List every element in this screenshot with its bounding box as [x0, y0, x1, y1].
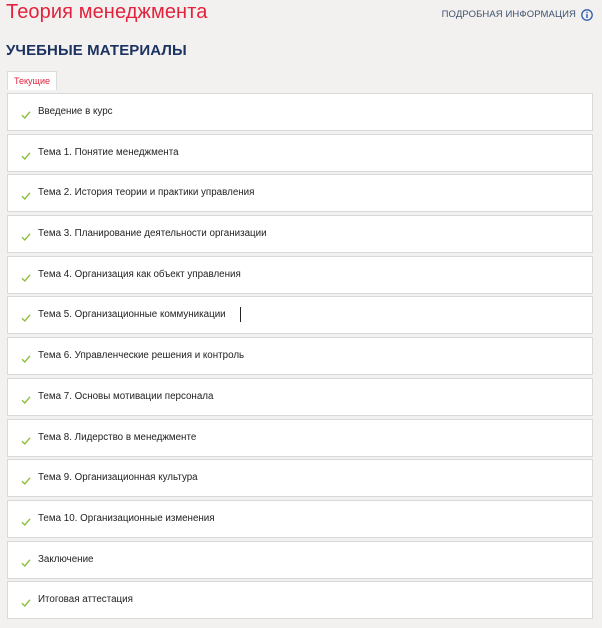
materials-list [7, 93, 593, 622]
list-item-label: Тема 6. Управленческие решения и контроль [38, 350, 245, 362]
list-item-topic-3[interactable] [7, 215, 593, 253]
list-item-label: Тема 4. Организация как объект управления [38, 268, 241, 280]
list-item-topic-1[interactable] [7, 134, 593, 172]
list-item-topic-2[interactable] [7, 174, 593, 212]
check-icon [21, 351, 31, 361]
info-icon[interactable] [581, 8, 593, 20]
list-item-intro[interactable] [7, 93, 593, 131]
check-icon [21, 310, 31, 320]
check-icon [21, 270, 31, 280]
details-link[interactable] [442, 8, 593, 20]
list-item-topic-4[interactable] [7, 256, 593, 294]
list-item-label: Тема 8. Лидерство в менеджменте [38, 431, 197, 443]
list-item-label: Введение в курс [38, 106, 113, 117]
list-item-label: Тема 10. Организационные изменения [38, 512, 215, 524]
list-item-label: Тема 1. Понятие менеджмента [38, 146, 179, 158]
details-label: ПОДРОБНАЯ ИНФОРМАЦИЯ [441, 8, 576, 20]
section-title: УЧЕБНЫЕ МАТЕРИАЛЫ [6, 42, 187, 59]
list-item-conclusion[interactable] [7, 541, 593, 579]
list-item-label: Тема 9. Организационная культура [38, 472, 198, 484]
list-item-final-attestation[interactable] [7, 581, 593, 619]
check-icon [21, 188, 31, 198]
list-item-label: Тема 2. История теории и практики управления [38, 187, 255, 199]
list-item-topic-8[interactable] [7, 419, 593, 457]
list-item-topic-10[interactable] [7, 500, 593, 538]
list-item-topic-9[interactable] [7, 459, 593, 497]
list-item-label: Тема 3. Планирование деятельности организации [38, 228, 267, 240]
check-icon [21, 473, 31, 483]
check-icon [21, 229, 31, 239]
check-icon [21, 392, 31, 402]
list-item-label: Тема 7. Основы мотивации персонала [38, 390, 214, 402]
text-cursor [240, 307, 241, 322]
list-item-label: Заключение [38, 553, 94, 565]
tab-current[interactable]: Текущие [7, 71, 57, 90]
check-icon [21, 555, 31, 565]
check-icon [21, 433, 31, 443]
list-item-topic-5[interactable] [7, 296, 593, 334]
check-icon [21, 595, 31, 605]
list-item-topic-7[interactable] [7, 378, 593, 416]
check-icon [21, 107, 31, 117]
list-item-label: Итоговая аттестация [38, 594, 133, 606]
page-header [0, 0, 602, 32]
course-title: Теория менеджмента [6, 1, 208, 23]
list-item-label: Тема 5. Организационные коммуникации [38, 309, 226, 321]
check-icon [21, 514, 31, 524]
check-icon [21, 148, 31, 158]
list-item-topic-6[interactable] [7, 337, 593, 375]
